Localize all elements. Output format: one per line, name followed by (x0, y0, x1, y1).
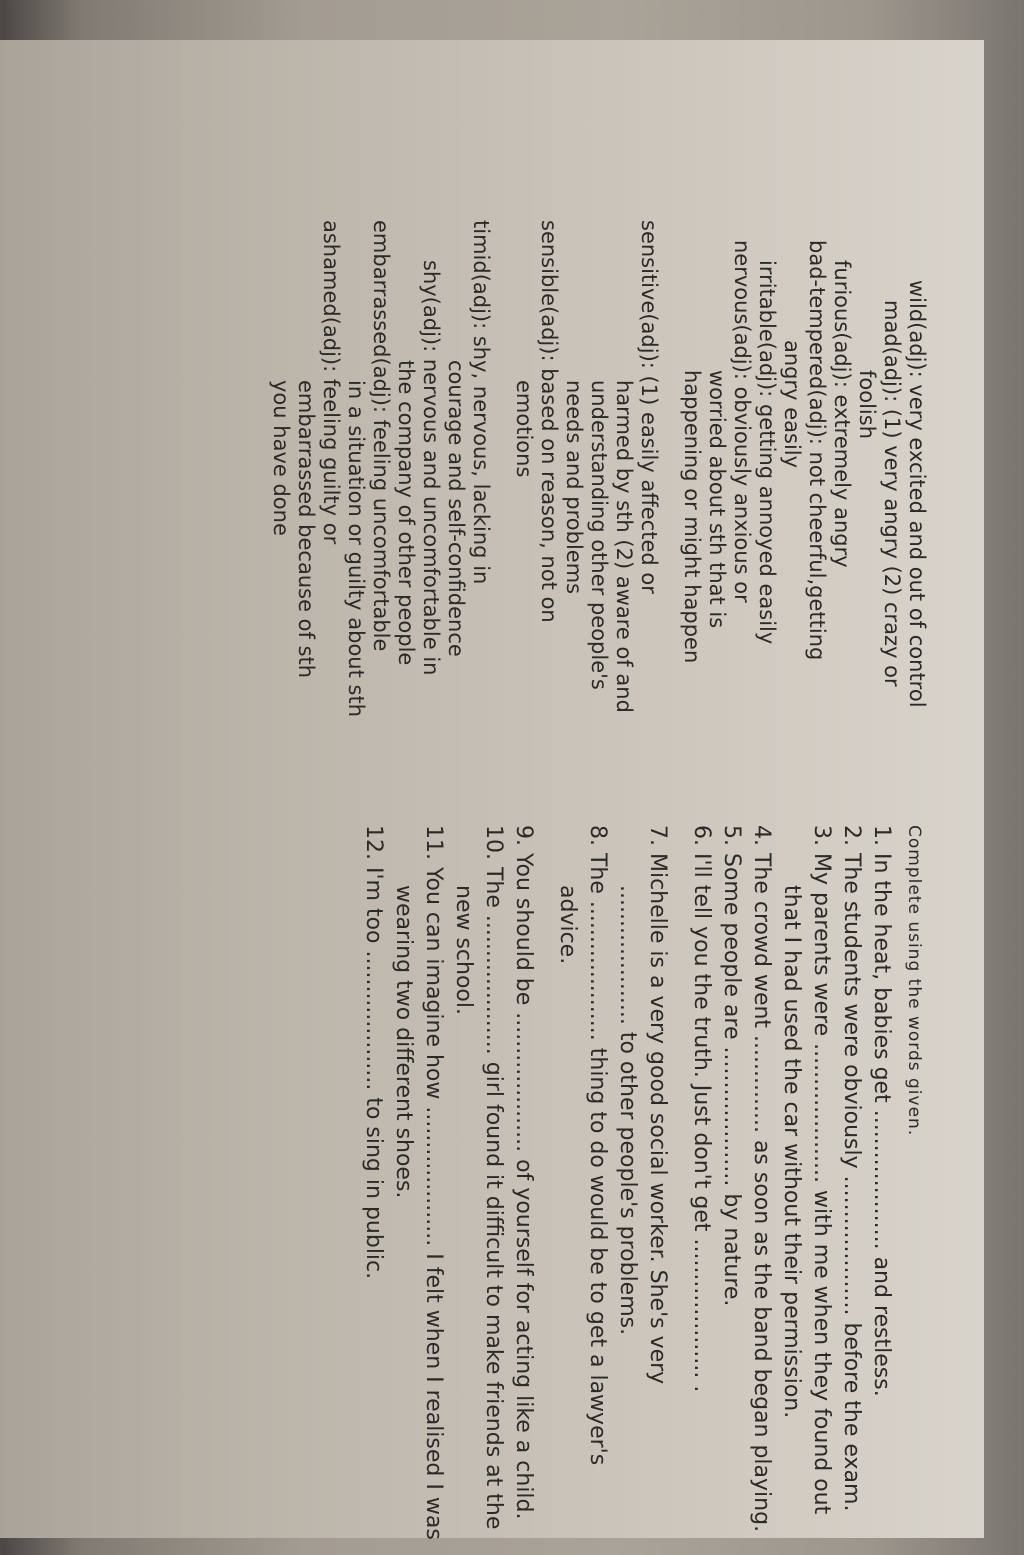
definition-text: (1) easily affected or (637, 375, 661, 594)
exercise-item (836, 825, 866, 1555)
definition-text: nervous and uncomfortable in (419, 358, 443, 676)
definition-text: foolish (855, 370, 879, 440)
worksheet-paper (0, 40, 984, 1538)
exercise-item (508, 825, 538, 1555)
definition-text: getting annoyed easily (755, 403, 779, 645)
definition-text: harmed by sth (2) aware of and (612, 380, 636, 713)
exercise-sentence: 12. I'm too .................... to sing in public. (361, 825, 386, 1280)
exercise-sentence: 5. Some people are .................... by nature. (719, 825, 744, 1307)
definition-text: based on reason, not on (537, 368, 561, 623)
definition-text: feeling guilty or (319, 378, 343, 545)
definition-term: furious(adj): (830, 260, 854, 395)
exercise-sentence: 9. You should be .................... of yourself for acting like a child. (511, 825, 536, 1520)
definition-term: sensible(adj): (537, 220, 561, 369)
exercise-section (358, 825, 924, 1555)
exercise-sentence: 7. Michelle is a very good social worker. She's very (645, 825, 670, 1385)
exercise-sentence: 6. I'll tell you the truth. Just don't get .................... . (689, 825, 714, 1393)
instruction-text: Complete using the words given. (904, 825, 924, 1137)
exercise-item (358, 825, 388, 1555)
exercise-item (612, 825, 672, 1555)
definition-text: the company of other people (394, 360, 418, 666)
section-gap (672, 825, 686, 1555)
definition-term: shy(adj): (419, 260, 443, 359)
exercise-item (686, 825, 716, 1555)
definition-term: embarrassed(adj): (369, 220, 393, 420)
definition-text: worried about sth that is (705, 370, 729, 629)
definition-text: obviously anxious or (730, 386, 754, 603)
definition-text: very excited and out of control (905, 384, 929, 708)
exercise-continuation: new school. (451, 885, 476, 1015)
definition-text: emotions (512, 380, 536, 478)
exercise-sentence: 11. You can imagine how .................... I felt when I realised I was (421, 825, 446, 1540)
definition-term: mad(adj): (880, 300, 904, 409)
definition-text: courage and self-confidence (444, 360, 468, 657)
exercise-sentence: 10. The .................... girl found it difficult to make friends at the (481, 825, 506, 1530)
definition-text: understanding other people's (587, 380, 611, 690)
exercise-item (716, 825, 746, 1555)
exercise-item (746, 825, 776, 1555)
definition-line (318, 220, 343, 940)
exercise-sentence: 2. The students were obviously .................... before the exam. (839, 825, 864, 1512)
definition-term: wild(adj): (905, 280, 929, 385)
exercise-item (448, 825, 508, 1555)
exercise-item (776, 825, 836, 1555)
exercise-list (358, 825, 896, 1555)
exercise-item (866, 825, 896, 1555)
exercise-continuation: advice. (555, 885, 580, 965)
exercise-item (552, 825, 612, 1555)
definition-text: you have done (269, 380, 293, 536)
definition-text: feeling uncomfortable (369, 419, 393, 652)
exercise-sentence: 3. My parents were .................... with me when they found out (809, 825, 834, 1515)
definition-term: bad-tempered(adj): (805, 240, 829, 452)
exercise-continuation: wearing two different shoes. (391, 885, 416, 1199)
definition-term: timid(adj): (469, 220, 493, 336)
definition-text: not cheerful,getting (805, 451, 829, 661)
exercise-continuation: that I had used the car without their permission. (779, 885, 804, 1419)
definition-text: embarrassed because of sth (294, 380, 318, 679)
definition-term: ashamed(adj): (319, 220, 343, 379)
exercise-sentence: 8. The .................... thing to do would be to get a lawyer's (585, 825, 610, 1466)
definition-line (268, 220, 293, 940)
definition-line (293, 220, 318, 940)
definition-text: happening or might happen (680, 370, 704, 664)
definition-term: sensitive(adj): (637, 220, 661, 376)
definition-term: nervous(adj): (730, 240, 754, 387)
definition-text: needs and problems (562, 380, 586, 595)
definition-text: extremely angry (830, 394, 854, 568)
definition-text: shy, nervous, lacking in (469, 335, 493, 585)
exercise-item (388, 825, 448, 1555)
definition-text: angry easily (780, 340, 804, 469)
definition-text: in a situation or guilty about sth (344, 380, 368, 718)
section-gap (538, 825, 552, 1555)
definition-text: (1) very angry (2) crazy or (880, 408, 904, 687)
exercise-continuation: .................... to other people's problems. (615, 885, 640, 1336)
exercise-sentence: 1. In the heat, babies get .................... and restless. (869, 825, 894, 1397)
exercise-sentence: 4. The crowd went .............. as soon as the band began playing. (749, 825, 774, 1533)
definition-term: irritable(adj): (755, 260, 779, 404)
